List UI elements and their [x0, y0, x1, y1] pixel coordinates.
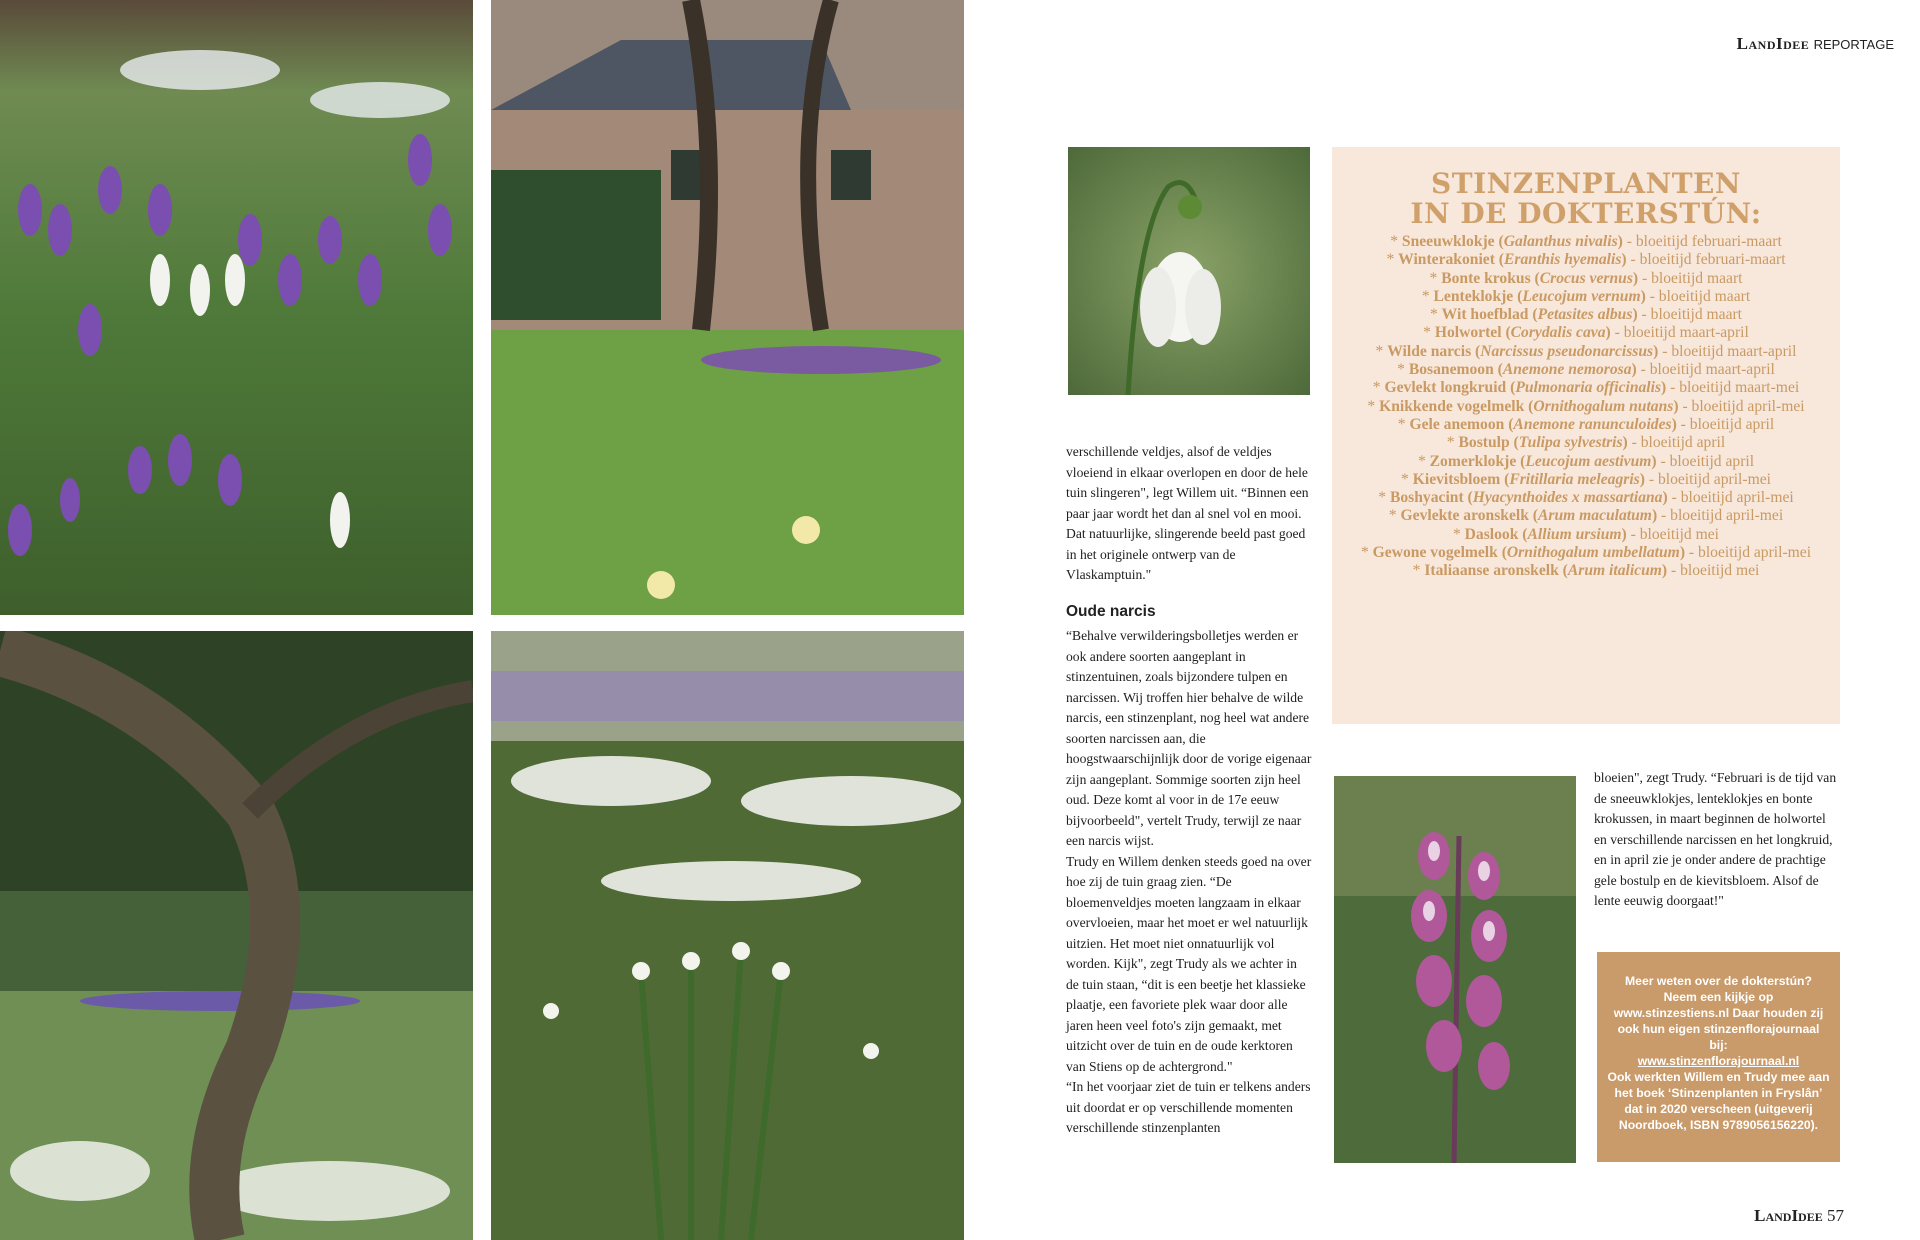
plant-list-item: * Bosanemoon (Anemone nemorosa) - bloeitijd maart-april [1397, 361, 1775, 379]
plant-name: Lenteklokje [1433, 287, 1514, 305]
old-tree-trunk-photo [0, 631, 473, 1240]
plant-latin-name: Leucojum vernum [1522, 287, 1641, 305]
plant-latin-name: Tulipa sylvestris [1518, 434, 1623, 452]
plant-name: Boshyacint [1389, 489, 1464, 507]
plant-bloom-period: bloeitijd maart-april [1623, 324, 1749, 342]
plant-latin-name: Eranthis hyemalis [1504, 251, 1622, 269]
plant-list-item: * Knikkende vogelmelk (Ornithogalum nutans) - bloeitijd april-mei [1367, 397, 1805, 415]
plant-latin-name: Anemone nemorosa [1502, 361, 1632, 379]
plant-list-item: * Wit hoefblad (Petasites albus) - bloeitijd maart [1429, 306, 1743, 324]
magazine-brand: LandIdee [1736, 34, 1810, 53]
paragraph: “In het voorjaar ziet de tuin er telkens anders uit doordat er op verschillende momenten verschillende stinzenplanten [1066, 1079, 1311, 1135]
footer-brand: LandIdee [1754, 1206, 1823, 1225]
article-column-1 [1066, 442, 1313, 1139]
info-text-2: Ook werkten Willem en Trudy mee aan het boek ‘Stinzenplanten in Fryslân’ dat in 2020 verscheen (uitgeverij Noordboek, ISBN 9789056156220). [1607, 1070, 1830, 1132]
plant-bloom-period: bloeitijd mei [1680, 562, 1760, 580]
plant-list-item: * Holwortel (Corydalis cava) - bloeitijd maart-april [1423, 324, 1749, 342]
journal-link[interactable]: www.stinzenflorajournaal.nl [1637, 1054, 1800, 1068]
plant-bloom-period: bloeitijd april-mei [1657, 470, 1771, 488]
plant-latin-name: Hyacynthoides x massartiana [1472, 489, 1663, 507]
plant-latin-name: Arum italicum [1567, 562, 1662, 580]
plant-bloom-period: bloeitijd maart-mei [1679, 379, 1800, 397]
plant-bloom-period: bloeitijd mei [1639, 525, 1720, 543]
plant-name: Wit hoefblad [1441, 306, 1529, 324]
plant-bloom-period: bloeitijd april-mei [1670, 507, 1784, 525]
info-text-1: Meer weten over de dokterstún? Neem een kijkje op www.stinzestiens.nl Daar houden zij ook hun eigen stinzenflorajournaal bij: [1613, 974, 1824, 1052]
plant-list [1332, 233, 1840, 581]
plant-name: Kievitsbloem [1412, 470, 1501, 488]
info-box [1597, 952, 1840, 1162]
plant-bloom-period: bloeitijd april [1689, 415, 1775, 433]
crocus-meadow-photo [0, 0, 473, 615]
corydalis-closeup-photo [1334, 776, 1576, 1163]
plant-list-item: * Winterakoniet (Eranthis hyemalis) - bloeitijd februari-maart [1386, 251, 1786, 269]
plant-bloom-period: bloeitijd maart-april [1671, 342, 1797, 360]
plant-name: Gevlekte aronskelk [1400, 507, 1529, 525]
snowflakes-field-photo [491, 631, 964, 1240]
plant-name: Wilde narcis [1387, 342, 1472, 360]
plant-latin-name: Ornithogalum nutans [1533, 397, 1674, 415]
plant-name: Daslook [1464, 525, 1519, 543]
plant-name: Italiaanse aronskelk [1424, 562, 1559, 580]
plant-latin-name: Petasites albus [1537, 306, 1633, 324]
plant-list-item: * Gewone vogelmelk (Ornithogalum umbellatum) - bloeitijd april-mei [1360, 544, 1812, 562]
page-footer [1754, 1206, 1844, 1226]
plant-bloom-period: bloeitijd maart [1651, 269, 1743, 287]
plant-latin-name: Galanthus nivalis [1503, 233, 1618, 250]
plant-name: Bonte krokus [1441, 269, 1531, 287]
plant-latin-name: Corydalis cava [1510, 324, 1606, 342]
plant-list-item: * Gele anemoon (Anemone ranunculoides) - bloeitijd april [1397, 415, 1775, 433]
plant-list-item: * Italiaanse aronskelk (Arum italicum) - bloeitijd mei [1412, 562, 1760, 580]
plant-bloom-period: bloeitijd maart [1650, 306, 1743, 324]
paragraph: bloeien", zegt Trudy. “Februari is de tijd van de sneeuwklokjes, lenteklokjes en bonte krokussen, in maart beginnen de holwortel en verschillende narcissen en het longkruid, en in april zie je onder andere de prachtige gele bostulp en de kievitsbloem. Alsof de lente eeuwig doorgaat!" [1594, 770, 1837, 908]
plant-name: Zomerklokje [1429, 452, 1517, 470]
farmhouse-garden-photo [491, 0, 964, 615]
plant-list-item: * Lenteklokje (Leucojum vernum) - bloeitijd maart [1421, 287, 1751, 305]
plant-bloom-period: bloeitijd maart [1658, 287, 1751, 305]
plant-latin-name: Fritillaria meleagris [1509, 470, 1640, 488]
plant-name: Sneeuwklokje [1401, 233, 1495, 250]
article-column-2 [1594, 768, 1842, 912]
paragraph: Trudy en Willem denken steeds goed na over hoe zij de tuin graag zien. “De bloemenveldjes moeten langzaam in elkaar overvloeien, maar het moet er wel natuurlijk uitzien. Het moet niet onnatuurlijk vol worden. Kijk", zegt Trudy als we achter in de tuin staan, “dit is een beetje het klassieke plaatje, een favoriete plek waar door alle jaren heen veel foto's zijn gemaakt, met uitzicht over de tuin en de oude kerktoren van Stiens op de achtergrond." [1066, 853, 1312, 1074]
plant-bloom-period: bloeitijd maart-april [1649, 361, 1775, 379]
plant-box-title-line1: STINZENPLANTEN [1431, 167, 1741, 200]
plant-latin-name: Anemone ranunculoides [1513, 415, 1672, 433]
plant-bloom-period: bloeitijd april-mei [1698, 544, 1812, 562]
plant-latin-name: Pulmonaria officinalis [1515, 379, 1662, 397]
summer-snowflake-closeup-photo [1068, 147, 1310, 395]
plant-bloom-period: bloeitijd april-mei [1691, 397, 1805, 415]
plant-list-item: * Boshyacint (Hyacynthoides x massartiana) - bloeitijd april-mei [1378, 489, 1794, 507]
plant-name: Bosanemoon [1408, 361, 1494, 379]
section-label: REPORTAGE [1813, 37, 1894, 52]
plant-list-item: * Zomerklokje (Leucojum aestivum) - bloeitijd april [1417, 452, 1755, 470]
paragraph: verschillende veldjes, alsof de veldjes vloeiend in elkaar overlopen en door de hele tuin slingeren", legt Willem uit. “Binnen een paar jaar wordt het dan al snel vol en mooi. Dat natuurlijke, slingerende beeld past goed in het originele ontwerp van de Vlaskamptuin." [1066, 444, 1309, 582]
plant-name: Winterakoniet [1398, 251, 1495, 269]
plant-latin-name: Narcissus pseudonarcissus [1480, 342, 1654, 360]
plant-list-item: * Gevlekt longkruid (Pulmonaria officinalis) - bloeitijd maart-mei [1372, 379, 1800, 397]
plant-bloom-period: bloeitijd april-mei [1680, 489, 1794, 507]
plant-list-item: * Gevlekte aronskelk (Arum maculatum) - bloeitijd april-mei [1388, 507, 1784, 525]
plant-latin-name: Ornithogalum umbellatum [1506, 544, 1680, 562]
plant-list-box [1332, 147, 1840, 724]
magazine-header [1737, 34, 1894, 54]
plant-name: Gewone vogelmelk [1372, 544, 1498, 562]
plant-name: Holwortel [1434, 324, 1502, 342]
plant-list-item: * Sneeuwklokje (Galanthus nivalis) - bloeitijd februari-maart [1390, 233, 1782, 250]
plant-box-title [1332, 169, 1840, 229]
plant-latin-name: Allium ursium [1527, 525, 1622, 543]
plant-latin-name: Crocus vernus [1539, 269, 1633, 287]
plant-list-item: * Bonte krokus (Crocus vernus) - bloeitijd maart [1429, 269, 1743, 287]
plant-name: Gevlekt longkruid [1384, 379, 1507, 397]
plant-bloom-period: bloeitijd februari-maart [1635, 233, 1782, 250]
plant-latin-name: Leucojum aestivum [1525, 452, 1652, 470]
plant-bloom-period: bloeitijd april [1640, 434, 1726, 452]
paragraph: “Behalve verwilderingsbolletjes werden er ook andere soorten aangeplant in stinzentuinen, zoals bijzondere tulpen en narcissen. Wij troffen hier behalve de wilde narcis, een stinzenplant, nog heel wat andere soorten narcissen aan, die hoogstwaarschijnlijk door de vorige eigenaar zijn aangeplant. Sommige soorten zijn heel oud. Deze komt al voor in de 17e eeuw bijvoorbeeld", vertelt Trudy, terwijl ze naar een narcis wijst. [1066, 628, 1312, 848]
plant-bloom-period: bloeitijd februari-maart [1639, 251, 1786, 269]
plant-list-item: * Kievitsbloem (Fritillaria meleagris) - bloeitijd april-mei [1401, 470, 1771, 488]
plant-list-item: * Wilde narcis (Narcissus pseudonarcissus) - bloeitijd maart-april [1375, 342, 1797, 360]
plant-name: Bostulp [1458, 434, 1510, 452]
plant-bloom-period: bloeitijd april [1669, 452, 1755, 470]
subheading: Oude narcis [1066, 602, 1156, 620]
plant-list-item: * Bostulp (Tulipa sylvestris) - bloeitijd april [1446, 434, 1726, 452]
plant-latin-name: Arum maculatum [1537, 507, 1652, 525]
plant-name: Gele anemoon [1409, 415, 1505, 433]
page-number: 57 [1827, 1206, 1844, 1225]
plant-list-item: * Daslook (Allium ursium) - bloeitijd mei [1452, 525, 1720, 543]
plant-box-title-line2: IN DE DOKTERSTÚN: [1410, 197, 1762, 230]
plant-name: Knikkende vogelmelk [1379, 397, 1525, 415]
